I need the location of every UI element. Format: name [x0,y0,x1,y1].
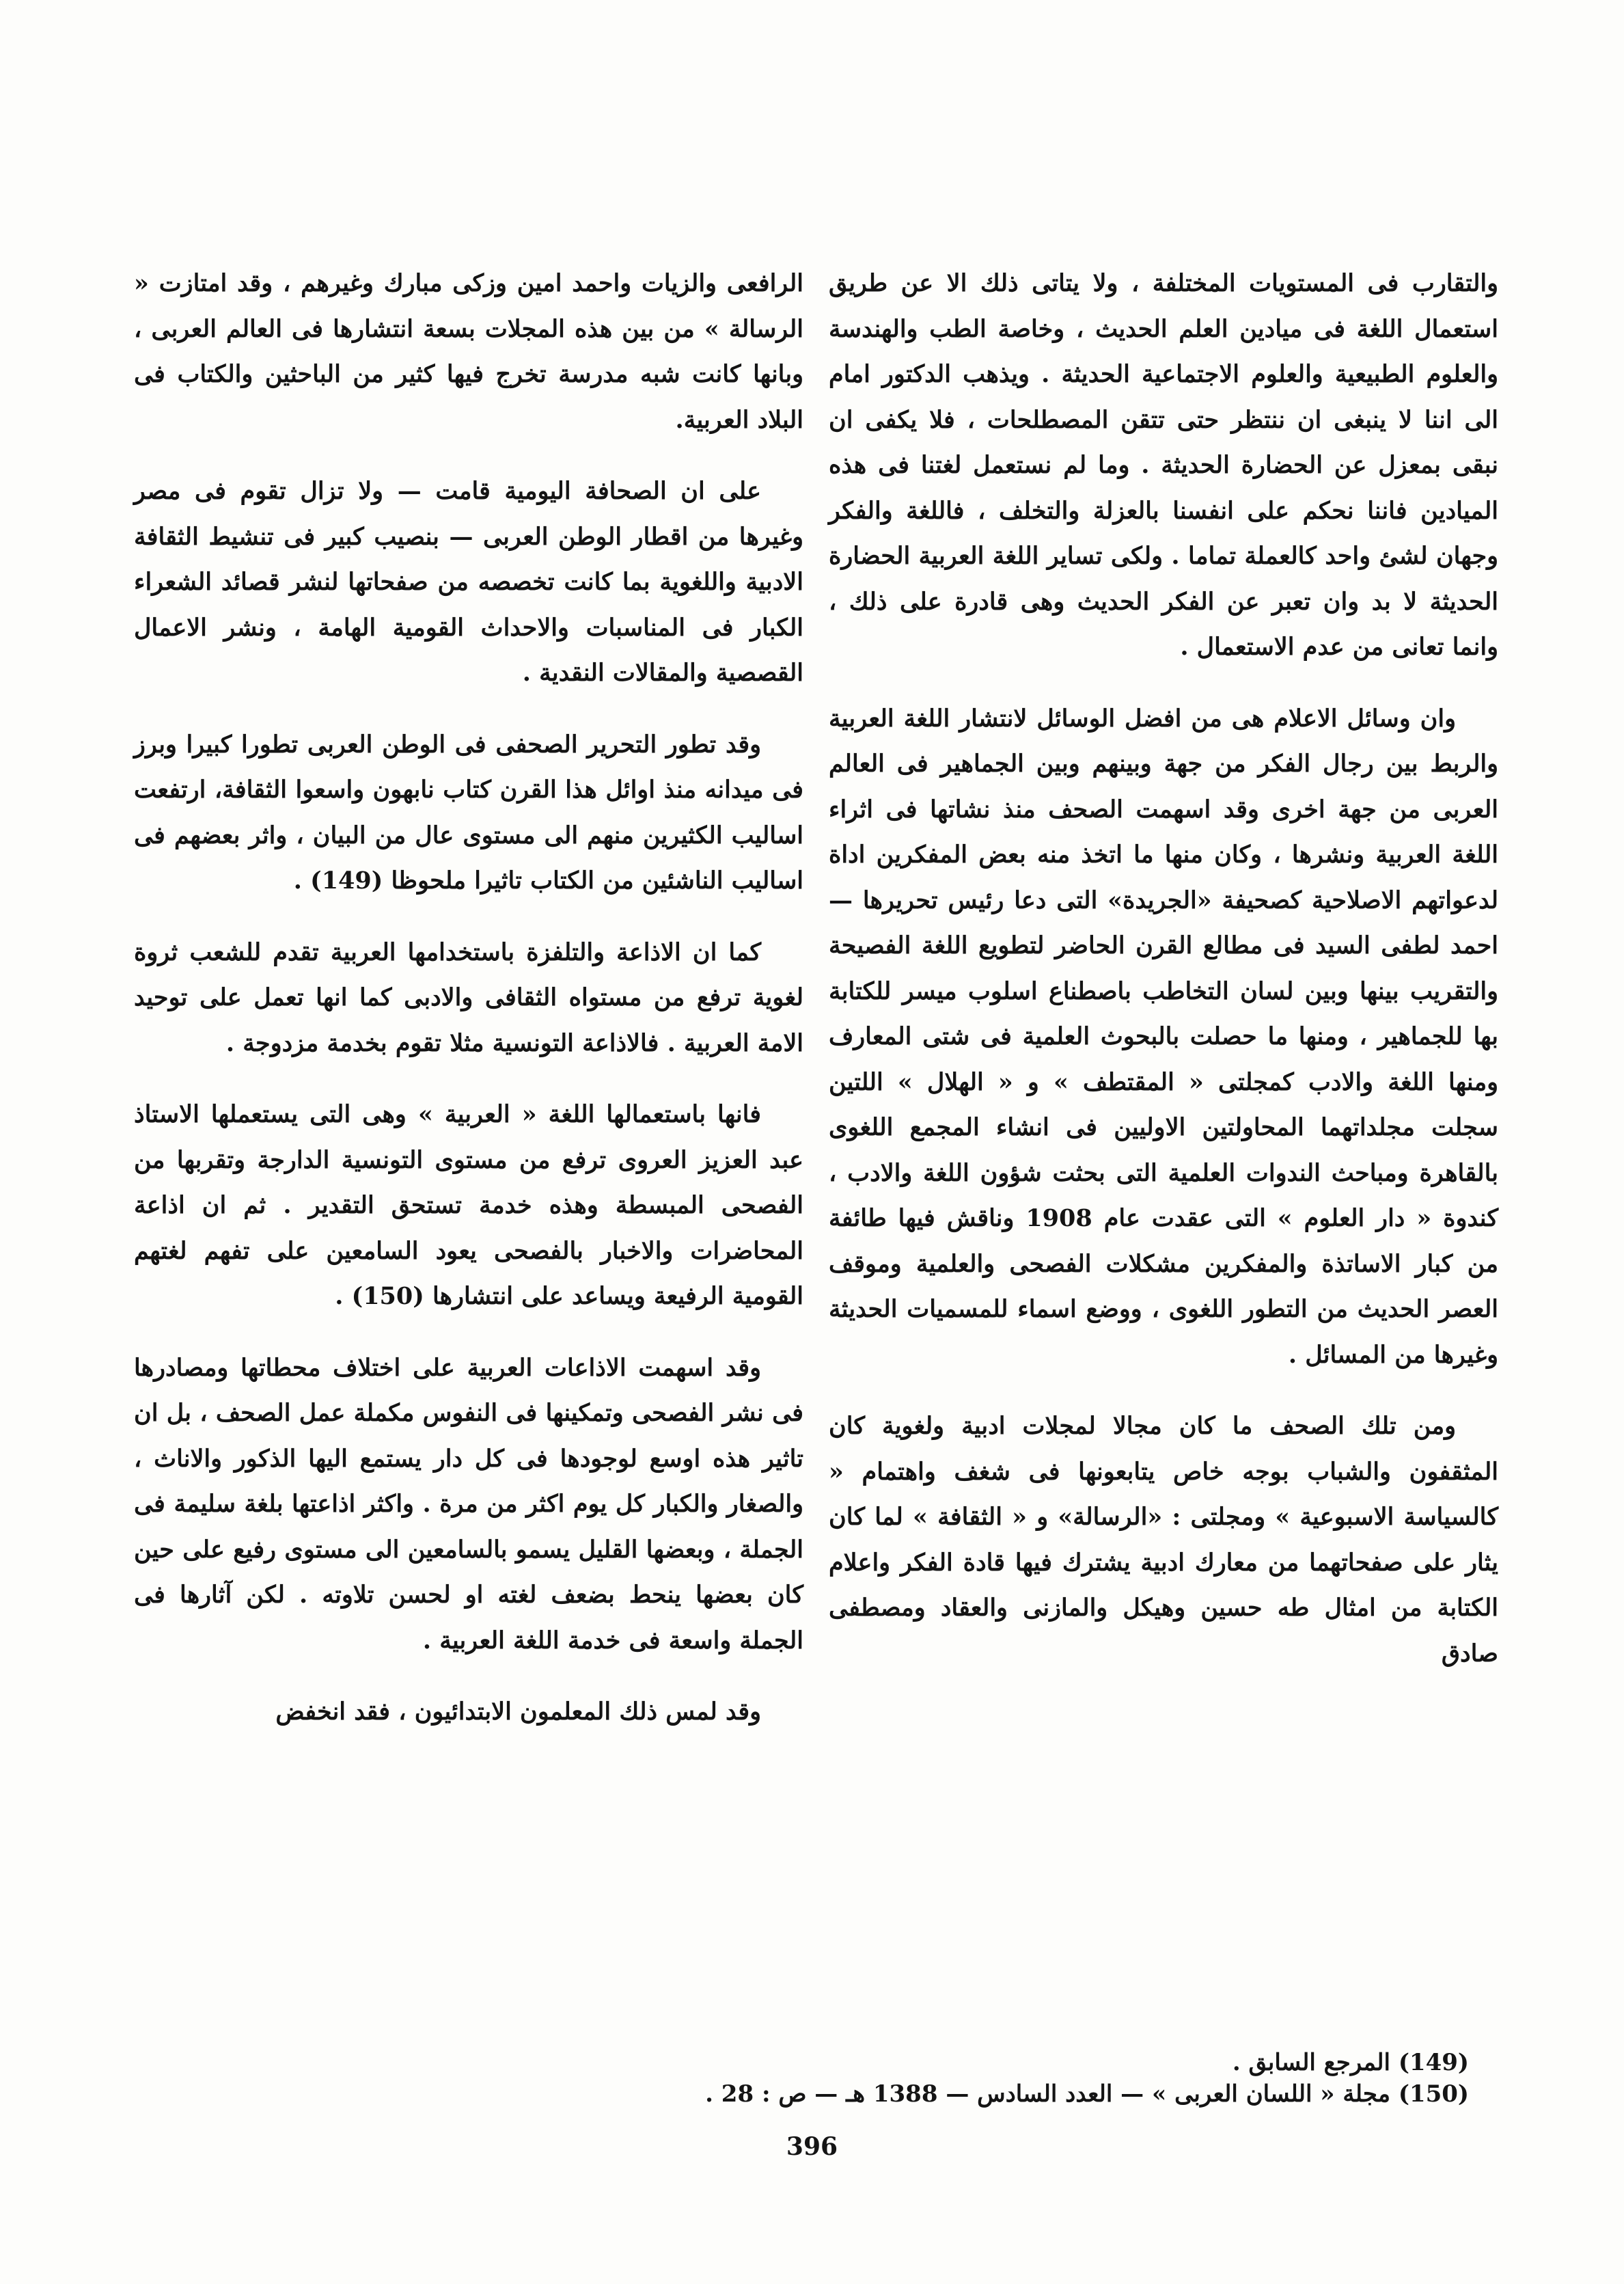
paragraph: وان وسائل الاعلام هى من افضل الوسائل لانتشار اللغة العربية والربط بين رجال الفكر من جهة وبينهم وبين الجماهير فى العالم العربى من جهة اخرى وقد اسهمت الصحف منذ نشاتها فى اثراء اللغة العربية ونشرها ، وكان منها ما اتخذ منه بعض المفكرين اداة لدعواتهم الاصلاحية كصحيفة «الجريدة» التى دعا رئيس تحريرها — احمد لطفى السيد فى مطالع القرن الحاضر لتطويع اللغة الفصيحة والتقريب بينها وبين لسان التخاطب باصطناع اسلوب ميسر للكتابة بها للجماهير ، ومنها ما حصلت بالبحوث العلمية فى شتى المعارف ومنها اللغة والادب كمجلتى « المقتطف » و « الهلال » اللتين سجلت مجلداتهما المحاولتين الاوليين فى انشاء المجمع اللغوى بالقاهرة ومباحث الندوات العلمية التى بحثت شؤون اللغة والادب ، كندوة « دار العلوم » التى عقدت عام 1908 وناقش فيها طائفة من كبار الاساتذة والمفكرين مشكلات الفصحى والعلمية وموقف العصر الحديث من التطور اللغوى ، ووضع اسماء للمسميات الحديثة وغيرها من المسائل . [829,704,1498,1369]
paragraph: وقد تطور التحرير الصحفى فى الوطن العربى تطورا كبيرا وبرز فى ميدانه منذ اوائل هذا القرن كتاب نابهون واسعوا الثقافة، ارتفعت اساليب الكثيرين منهم الى مستوى عال من البيان ، واثر بعضهم فى اساليب الناشئين من الكتاب تاثيرا ملحوظا (149) . [134,730,803,895]
page-number: 396 [786,2132,838,2161]
paragraph: وقد اسهمت الاذاعات العربية على اختلاف محطاتها ومصادرها فى نشر الفصحى وتمكينها فى النفوس مكملة عمل الصحف ، بل ان تاثير هذه اوسع لوجودها فى كل دار يستمع اليها الذكور والاناث ، والصغار والكبار كل يوم اكثر من مرة . واكثر اذاعتها بلغة سليمة فى الجملة ، وبعضها القليل يسمو بالسامعين الى مستوى رفيع على حين كان بعضها ينحط بضعف لغته او لحسن تلاوته . لكن آثارها فى الجملة واسعة فى خدمة اللغة العربية . [134,1353,803,1655]
paragraph: الرافعى والزيات واحمد امين وزكى مبارك وغيرهم ، وقد امتازت « الرسالة » من بين هذه المجلات بسعة انتشارها فى العالم العربى ، وبانها كانت شبه مدرسة تخرج فيها كثير من الباحثين والكتاب فى البلاد العربية. [134,269,803,434]
paragraph: فانها باستعمالها اللغة « العربية » وهى التى يستعملها الاستاذ عبد العزيز العروى ترفع من مستوى التونسية الدارجة وتقربها من الفصحى المبسطة وهذه خدمة تستحق التقدير . ثم ان اذاعة المحاضرات والاخبار بالفصحى يعود السامعين على تفهم لغتهم القومية الرفيعة ويساعد على انتشارها (150) . [134,1100,804,1310]
paragraph: على ان الصحافة اليومية قامت — ولا تزال تقوم فى مصر وغيرها من اقطار الوطن العربى — بنصيب كبير فى تنشيط الثقافة الادبية واللغوية بما كانت تخصصه من صفحاتها لنشر قصائد الشعراء الكبار فى المناسبات والاحداث القومية الهامة ، ونشر الاعمال القصصية والمقالات النقدية . [134,477,803,687]
paragraph: ومن تلك الصحف ما كان مجالا لمجلات ادبية ولغوية كان المثقفون والشباب بوجه خاص يتابعونها فى شغف واهتمام « كالسياسة الاسبوعية » ومجلتى : «الرسالة» و « الثقافة » لما كان يثار على صفحاتهما من معارك ادبية يشترك فيها قادة الفكر واعلام الكتابة من امثال طه حسين وهيكل والمازنى والعقاد ومصطفى صادق [829,1412,1498,1668]
paragraph: كما ان الاذاعة والتلفزة باستخدامها العربية تقدم للشعب ثروة لغوية ترفع من مستواه الثقافى والادبى كما انها تعمل على توحيد الامة العربية . فالاذاعة التونسية مثلا تقوم بخدمة مزدوجة . [134,938,803,1057]
right-text-column [829,261,1498,1676]
paragraph: وقد لمس ذلك المعلمون الابتدائيون ، فقد انخفض [275,1698,761,1726]
paragraph: والتقارب فى المستويات المختلفة ، ولا يتاتى ذلك الا عن طريق استعمال اللغة فى ميادين العلم الحديث ، وخاصة الطب والهندسة والعلوم الطبيعية والعلوم الاجتماعية الحديثة . ويذهب الدكتور امام الى اننا لا ينبغى ان ننتظر حتى تتقن المصطلحات ، فلا يكفى ان نبقى بمعزل عن الحضارة الحديثة . وما لم نستعمل لغتنا فى هذه الميادين فاننا نحكم على انفسنا بالعزلة والتخلف ، فاللغة والفكر وجهان لشئ واحد كالعملة تماما . ولكى تساير اللغة العربية الحضارة الحديثة لا بد وان تعبر عن الفكر الحديث وهى قادرة على ذلك ، وانما تعانى من عدم الاستعمال . [829,269,1498,661]
footnote: (149) المرجع السابق . [1232,2049,1469,2076]
left-text-column [134,261,803,1735]
footnote: (150) مجلة « اللسان العربى » — العدد السادس — 1388 هـ — ص : 28 . [705,2080,1469,2108]
footnotes [383,2047,1469,2110]
